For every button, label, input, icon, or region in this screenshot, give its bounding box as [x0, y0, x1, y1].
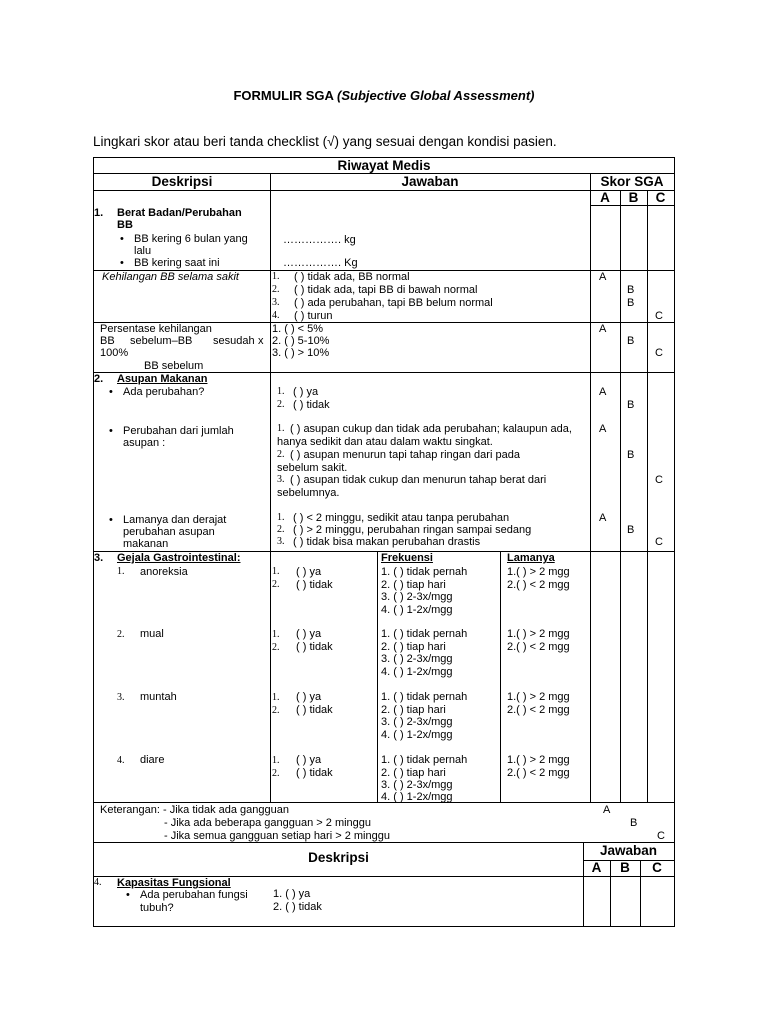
section-1-title-cont: BB: [117, 219, 133, 231]
asupan-option-2[interactable]: ( ) asupan menurun tapi tahap ringan dari pada: [290, 449, 520, 461]
score-b: B: [627, 297, 635, 309]
option-number: 2.: [277, 524, 285, 535]
muntah-tidak[interactable]: ( ) tidak: [296, 704, 333, 716]
anoreksia-ya[interactable]: ( ) ya: [296, 566, 322, 578]
keterangan-line-1: Keterangan: - Jika tidak ada gangguan: [100, 804, 289, 816]
lamanya-option[interactable]: ( ) > 2 minggu, perubahan ringan sampai sedang: [293, 524, 532, 536]
bb-saat-ini-label: • BB kering saat ini: [134, 257, 220, 270]
option-number: 2.: [272, 579, 280, 590]
option-number: 3.: [277, 474, 285, 485]
anoreksia-lama[interactable]: 1.( ) > 2 mgg: [507, 566, 570, 578]
section-4-title: Kapasitas Fungsional: [117, 877, 231, 889]
formula-bb: BB: [100, 335, 115, 347]
score-b: B: [627, 524, 635, 536]
muntah-frek[interactable]: 1. ( ) tidak pernah: [381, 691, 468, 703]
deskripsi-heading: Deskripsi: [151, 174, 213, 189]
loss-option[interactable]: ( ) ada perubahan, tapi BB belum normal: [294, 297, 493, 309]
divider: [647, 190, 648, 802]
bb-6-bulan-label-cont: lalu: [134, 245, 152, 257]
muntah-ya[interactable]: ( ) ya: [296, 691, 322, 703]
score-a: A: [599, 423, 607, 435]
score-b: B: [627, 335, 635, 347]
mual-tidak[interactable]: ( ) tidak: [296, 641, 333, 653]
muntah-frek[interactable]: 3. ( ) 2-3x/mgg: [381, 716, 453, 728]
score-col-b: B: [620, 860, 630, 875]
pct-option[interactable]: 3. ( ) > 10%: [272, 347, 330, 359]
asupan-option-3-cont: sebelumnya.: [277, 487, 340, 499]
score-col-c: C: [655, 190, 666, 205]
pct-option[interactable]: 2. ( ) 5-10%: [272, 335, 330, 347]
option-number: 2.: [277, 399, 285, 410]
formula-x: x: [258, 335, 264, 347]
formula-sebelum: sebelum–BB: [130, 335, 193, 347]
option-number: 2.: [277, 449, 285, 460]
diare-lama[interactable]: 1.( ) > 2 mgg: [507, 754, 570, 766]
mual-lama[interactable]: 1.( ) > 2 mgg: [507, 628, 570, 640]
lamanya-label: • Lamanya dan derajat: [123, 514, 226, 527]
option-number: 2.: [272, 284, 280, 295]
option-number: 2.: [272, 705, 280, 716]
muntah-frek[interactable]: 4. ( ) 1-2x/mgg: [381, 729, 453, 741]
diare-lama[interactable]: 2.( ) < 2 mgg: [507, 767, 570, 779]
score-a: A: [603, 804, 611, 816]
symptom-diare: diare: [140, 754, 165, 766]
persentase-label: Persentase kehilangan: [100, 323, 212, 335]
section-4-number: 4.: [94, 877, 102, 888]
lamanya-heading: Lamanya: [507, 552, 555, 564]
score-a: A: [599, 323, 607, 335]
option-number: 1.: [272, 692, 280, 703]
option-number: 3.: [272, 297, 280, 308]
section-1-number: 1.: [94, 207, 104, 219]
score-a: A: [599, 512, 607, 524]
form-title-main: FORMULIR SGA: [233, 88, 334, 103]
anoreksia-frek[interactable]: 1. ( ) tidak pernah: [381, 566, 468, 578]
option-number: 3.: [277, 536, 285, 547]
mual-lama[interactable]: 2.( ) < 2 mgg: [507, 641, 570, 653]
mual-frek[interactable]: 1. ( ) tidak pernah: [381, 628, 468, 640]
anoreksia-lama[interactable]: 2.( ) < 2 mgg: [507, 579, 570, 591]
perubahan-option-tidak[interactable]: ( ) tidak: [293, 399, 330, 411]
symptom-number: 1.: [117, 566, 125, 577]
form-title-sub: (Subjective Global Assessment): [337, 88, 535, 103]
option-number: 2.: [272, 642, 280, 653]
lamanya-label-cont: perubahan asupan: [123, 526, 215, 538]
jawaban-heading: Jawaban: [401, 174, 459, 189]
option-number: 1.: [277, 512, 285, 523]
loss-option[interactable]: ( ) tidak ada, BB normal: [294, 271, 410, 283]
option-number: 1.: [277, 386, 285, 397]
formula-100: 100%: [100, 347, 129, 359]
divider: [620, 190, 621, 802]
kehilangan-bb-label: Kehilangan BB selama sakit: [102, 271, 239, 283]
divider: [500, 551, 501, 802]
sga-form-table: [93, 157, 675, 927]
option-number: 2.: [272, 768, 280, 779]
muntah-lama[interactable]: 2.( ) < 2 mgg: [507, 704, 570, 716]
mual-ya[interactable]: ( ) ya: [296, 628, 322, 640]
score-c: C: [655, 347, 663, 359]
jumlah-asupan-label: • Perubahan dari jumlah: [123, 425, 234, 438]
score-b: B: [627, 284, 635, 296]
score-c: C: [655, 474, 663, 486]
score-c: C: [657, 830, 665, 842]
lamanya-label-cont: makanan: [123, 538, 169, 550]
pct-option[interactable]: 1. ( ) < 5%: [272, 323, 324, 335]
anoreksia-frek[interactable]: 3. ( ) 2-3x/mgg: [381, 591, 453, 603]
score-a: A: [599, 386, 607, 398]
anoreksia-frek[interactable]: 2. ( ) tiap hari: [381, 579, 446, 591]
deskripsi-heading-2: Deskripsi: [308, 850, 369, 865]
symptom-mual: mual: [140, 628, 164, 640]
section-3-title: Gejala Gastrointestinal:: [117, 552, 241, 564]
asupan-option-2-cont: sebelum sakit.: [277, 462, 348, 474]
bb-6-bulan-label: • BB kering 6 bulan yang: [134, 233, 248, 246]
divider: [590, 205, 674, 206]
anoreksia-frek[interactable]: 4. ( ) 1-2x/mgg: [381, 604, 453, 616]
divider: [270, 173, 271, 802]
muntah-lama[interactable]: 1.( ) > 2 mgg: [507, 691, 570, 703]
frekuensi-heading: Frekuensi: [381, 552, 433, 564]
diare-frek[interactable]: 1. ( ) tidak pernah: [381, 754, 468, 766]
asupan-option-1-cont: hanya sedikit dan atau dalam waktu singkat.: [277, 436, 493, 448]
option-number: 1.: [272, 271, 280, 282]
instruction-text: Lingkari skor atau beri tanda checklist (√) yang sesuai dengan kondisi pasien.: [93, 134, 557, 149]
symptom-number: 2.: [117, 629, 125, 640]
keterangan-line-2: - Jika ada beberapa gangguan > 2 minggu: [164, 817, 372, 829]
lamanya-option[interactable]: ( ) tidak bisa makan perubahan drastis: [293, 536, 481, 548]
diare-ya[interactable]: ( ) ya: [296, 754, 322, 766]
section-3-number: 3.: [94, 552, 104, 564]
perubahan-option-ya[interactable]: ( ) ya: [293, 386, 319, 398]
bb-6-bulan-answer: ……………. kg: [283, 234, 356, 246]
score-b: B: [630, 817, 638, 829]
fungsi-option-tidak[interactable]: 2. ( ) tidak: [273, 901, 322, 913]
score-b: B: [627, 449, 635, 461]
perubahan-fungsi-label-cont: tubuh?: [140, 902, 174, 914]
skor-sga-heading: Skor SGA: [600, 174, 664, 189]
symptom-number: 3.: [117, 692, 125, 703]
diare-frek[interactable]: 2. ( ) tiap hari: [381, 767, 446, 779]
option-number: 1.: [277, 423, 285, 434]
loss-option[interactable]: ( ) tidak ada, tapi BB di bawah normal: [294, 284, 478, 296]
riwayat-medis-heading: Riwayat Medis: [337, 158, 431, 173]
option-number: 1.: [272, 755, 280, 766]
divider: [590, 173, 591, 802]
diare-frek[interactable]: 3. ( ) 2-3x/mgg: [381, 779, 453, 791]
option-number: 1.: [272, 629, 280, 640]
section-2-number: 2.: [94, 373, 104, 385]
option-number: 1.: [272, 566, 280, 577]
mual-frek[interactable]: 2. ( ) tiap hari: [381, 641, 446, 653]
section-2-title: Asupan Makanan: [117, 373, 208, 385]
score-a: A: [599, 271, 607, 283]
score-b: B: [627, 399, 635, 411]
asupan-option-1[interactable]: ( ) asupan cukup dan tidak ada perubahan; kalaupun ada,: [290, 423, 572, 435]
score-c: C: [655, 536, 663, 548]
form-title: [0, 88, 768, 103]
symptom-muntah: muntah: [140, 691, 177, 703]
mual-frek[interactable]: 3. ( ) 2-3x/mgg: [381, 653, 453, 665]
diare-tidak[interactable]: ( ) tidak: [296, 767, 333, 779]
formula-denominator: BB sebelum: [144, 360, 204, 372]
perubahan-fungsi-label: • Ada perubahan fungsi: [140, 889, 248, 902]
keterangan-line-3: - Jika semua gangguan setiap hari > 2 minggu: [164, 830, 390, 842]
section-1-title: Berat Badan/Perubahan: [117, 207, 242, 219]
bb-saat-ini-answer: ……………. Kg: [283, 257, 358, 269]
option-number: 4.: [272, 310, 280, 321]
asupan-option-3[interactable]: ( ) asupan tidak cukup dan menurun tahap berat dari: [290, 474, 547, 486]
lamanya-option[interactable]: ( ) < 2 minggu, sedikit atau tanpa perubahan: [293, 512, 510, 524]
ada-perubahan-label: • Ada perubahan?: [123, 386, 204, 399]
score-col-a: A: [591, 860, 602, 875]
divider: [377, 551, 378, 802]
loss-option[interactable]: ( ) turun: [294, 310, 333, 322]
score-c: C: [655, 310, 663, 322]
mual-frek[interactable]: 4. ( ) 1-2x/mgg: [381, 666, 453, 678]
divider: [94, 190, 674, 191]
jumlah-asupan-label-cont: asupan :: [123, 437, 166, 449]
symptom-number: 4.: [117, 755, 125, 766]
score-col-a: A: [600, 190, 610, 205]
diare-frek[interactable]: 4. ( ) 1-2x/mgg: [381, 791, 453, 803]
symptom-anoreksia: anoreksia: [140, 566, 188, 578]
formula-sesudah: sesudah: [213, 335, 255, 347]
fungsi-option-ya[interactable]: 1. ( ) ya: [273, 888, 311, 900]
muntah-frek[interactable]: 2. ( ) tiap hari: [381, 704, 446, 716]
jawaban-heading-2: Jawaban: [599, 843, 658, 858]
score-col-c: C: [652, 860, 662, 875]
score-col-b: B: [628, 190, 639, 205]
anoreksia-tidak[interactable]: ( ) tidak: [296, 579, 333, 591]
